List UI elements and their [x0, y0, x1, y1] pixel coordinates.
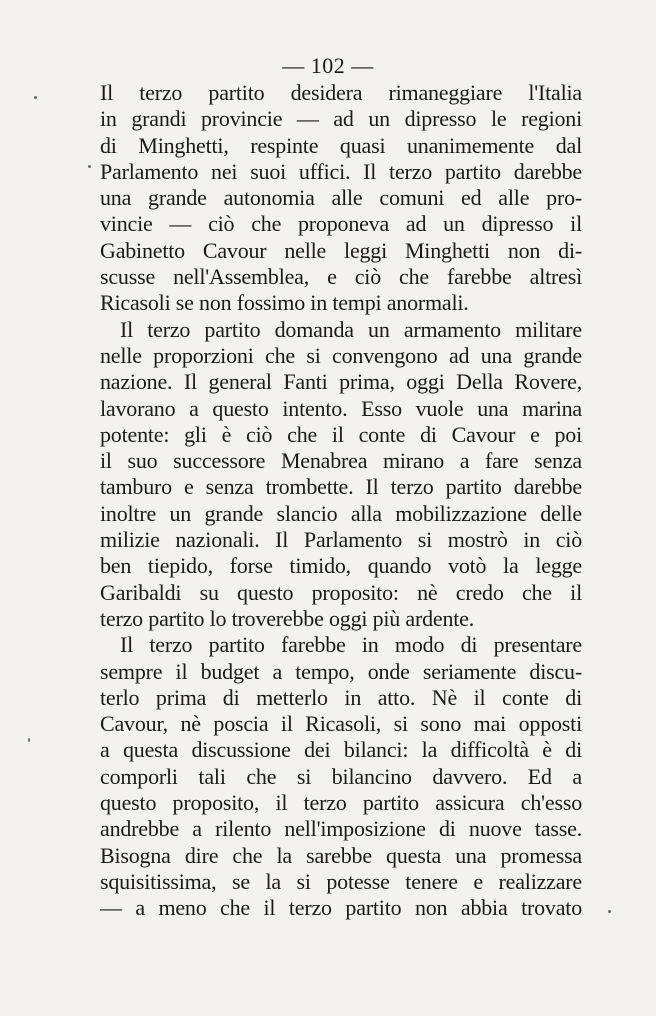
text-line: vincie — ciò che proponeva ad un dipresso il [100, 211, 582, 237]
text-line: inoltre un grande slancio alla mobilizzazione delle [100, 500, 582, 526]
text-line: Parlamento nei suoi uffici. Il terzo partito darebbe [100, 158, 582, 184]
page-number: — 102 — [282, 53, 374, 78]
text-line: Il terzo partito farebbe in modo di presentare [120, 632, 582, 658]
text-line: il suo successore Menabrea mirano a fare senza [100, 448, 582, 474]
text-line: in grandi provincie — ad un dipresso le regioni [100, 106, 582, 132]
text-line: terlo prima di metterlo in atto. Nè il conte di [100, 684, 582, 710]
text-line: ben tiepido, forse timido, quando votò la legge [100, 553, 582, 579]
text-line: milizie nazionali. Il Parlamento si mostrò in ciò [100, 527, 582, 553]
text-line: sempre il budget a tempo, onde seriamente discu- [100, 658, 582, 684]
text-line: nelle proporzioni che si convengono ad una grande [100, 342, 582, 368]
paper-speck [608, 910, 611, 913]
paper-speck [28, 738, 30, 742]
text-line: squisitissima, se la si potesse tenere e realizzare [100, 868, 582, 894]
text-line: questo proposito, il terzo partito assicura ch'esso [100, 790, 582, 816]
text-line: Cavour, nè poscia il Ricasoli, si sono mai opposti [100, 711, 582, 737]
text-line: Garibaldi su questo proposito: nè credo che il [100, 579, 582, 605]
text-line: potente: gli è ciò che il conte di Cavour e poi [100, 421, 582, 447]
text-line: lavorano a questo intento. Esso vuole una marina [100, 395, 582, 421]
text-line: Gabinetto Cavour nelle leggi Minghetti non di- [100, 237, 582, 263]
text-line: Bisogna dire che la sarebbe questa una promessa [100, 842, 582, 868]
text-line: tamburo e senza trombette. Il terzo partito darebbe [100, 474, 582, 500]
text-line: scusse nell'Assemblea, e ciò che farebbe altresì [100, 264, 582, 290]
text-line: Il terzo partito desidera rimaneggiare l'Italia [100, 80, 582, 105]
text-line: comporli tali che si bilancino davvero. Ed a [100, 763, 582, 789]
text-line: andrebbe a rilento nell'imposizione di nuove tasse. [100, 816, 582, 842]
text-line: Il terzo partito domanda un armamento militare [120, 316, 582, 342]
body-text [100, 80, 582, 922]
text-line: Ricasoli se non fossimo in tempi anormali. [100, 290, 469, 316]
text-line: di Minghetti, respinte quasi unanimemente dal [100, 132, 582, 158]
text-line: nazione. Il general Fanti prima, oggi Della Rovere, [100, 369, 582, 395]
text-line: terzo partito lo troverebbe oggi più ardente. [100, 605, 475, 631]
text-line: una grande autonomia alle comuni ed alle pro- [100, 185, 582, 211]
paper-speck [34, 96, 37, 99]
text-line: — a meno che il terzo partito non abbia trovato [100, 895, 582, 921]
paper-speck [88, 165, 91, 168]
text-line: a questa discussione dei bilanci: la difficoltà è di [100, 737, 582, 763]
